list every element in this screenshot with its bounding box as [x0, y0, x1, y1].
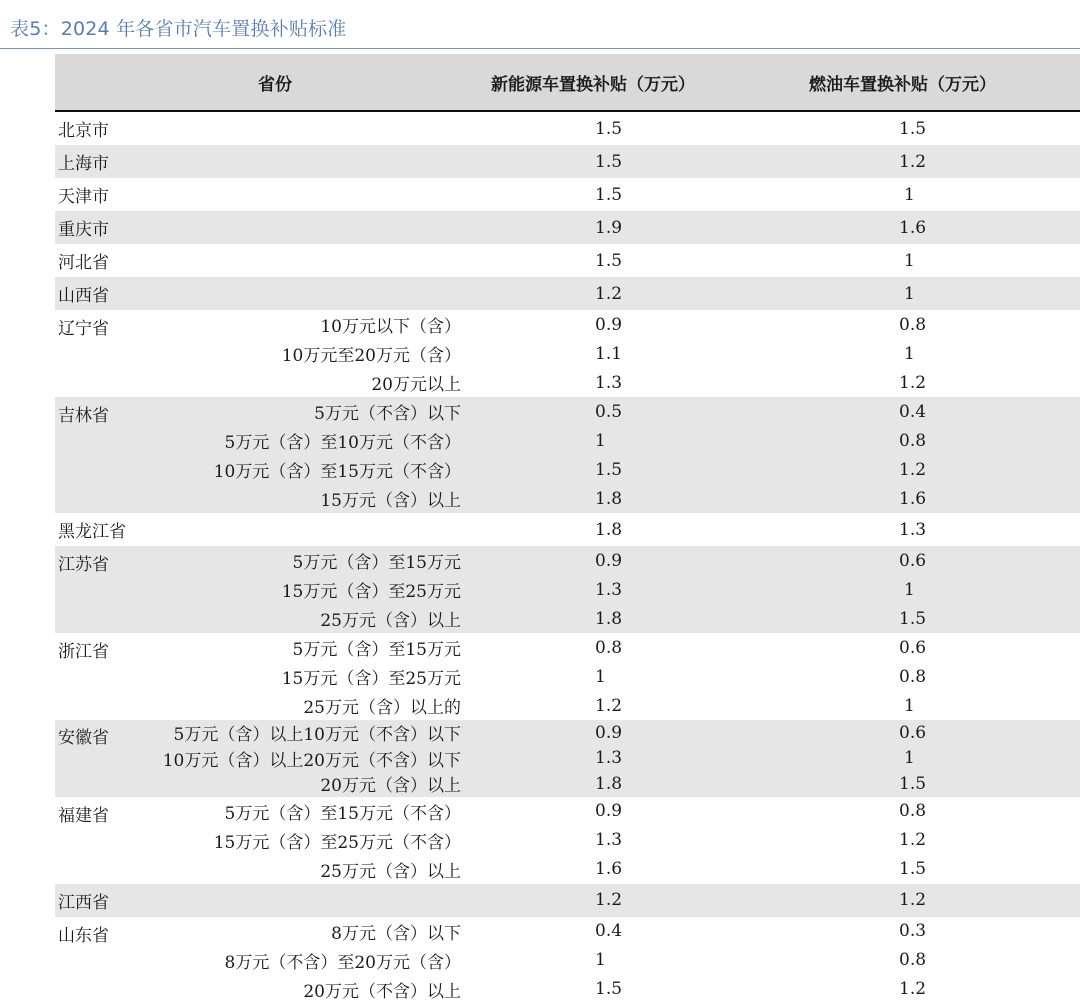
table-row	[55, 513, 1080, 546]
fuel-subsidy-cell: 1	[904, 343, 915, 364]
table-row	[55, 946, 1080, 975]
fuel-subsidy-cell: 0.4	[769, 397, 1080, 426]
price-tier-cell: 5万元（含）至15万元	[115, 546, 465, 575]
price-tier-cell: 15万元（含）至25万元（不含）	[213, 832, 461, 853]
nev-subsidy-cell: 1	[595, 666, 606, 687]
fuel-subsidy-cell: 0.8	[899, 950, 927, 970]
fuel-subsidy-cell: 1.2	[899, 830, 927, 850]
fuel-subsidy-cell: 1.5	[769, 604, 1080, 633]
price-tier-cell: 10万元（含）以上20万元（不含）以下	[115, 746, 465, 772]
nev-subsidy-cell: 1.2	[595, 695, 623, 716]
fuel-subsidy-cell: 1	[904, 184, 915, 205]
table-row	[55, 546, 1080, 575]
fuel-subsidy-cell: 0.8	[899, 666, 927, 687]
table-row	[55, 917, 1080, 946]
fuel-subsidy-cell: 0.6	[769, 720, 1080, 746]
province-cell: 河北省	[58, 253, 109, 273]
fuel-subsidy-cell: 1.5	[899, 118, 927, 139]
fuel-subsidy-cell: 1.3	[899, 519, 927, 540]
nev-subsidy-cell: 1.3	[465, 746, 769, 772]
nev-subsidy-cell: 0.5	[465, 397, 769, 426]
nev-subsidy-cell: 0.9	[465, 720, 769, 746]
price-tier-cell	[115, 277, 465, 310]
price-tier-cell: 10万元至20万元（含）	[281, 346, 461, 366]
nev-subsidy-cell: 1.8	[465, 484, 769, 513]
price-tier-cell: 20万元以上	[371, 375, 461, 395]
fuel-subsidy-cell: 1.6	[769, 484, 1080, 513]
fuel-subsidy-cell: 0.8	[899, 314, 927, 335]
price-tier-cell: 25万元（含）以上的	[303, 698, 461, 718]
nev-subsidy-cell: 1.5	[595, 979, 623, 999]
table-row	[55, 884, 1080, 917]
price-tier-cell: 5万元（不含）以下	[115, 397, 465, 426]
nev-subsidy-cell: 1.8	[595, 519, 623, 540]
nev-subsidy-cell: 1.5	[465, 145, 769, 178]
nev-subsidy-cell: 1.8	[465, 771, 769, 797]
table-row	[55, 662, 1080, 691]
price-tier-cell: 20万元（不含）以上	[303, 981, 461, 1002]
price-tier-cell: 5万元（含）至15万元	[292, 640, 461, 660]
fuel-subsidy-cell: 1.2	[769, 884, 1080, 917]
price-tier-cell: 10万元（含）至15万元（不含）	[115, 455, 465, 484]
table-row	[55, 455, 1080, 484]
province-cell: 北京市	[58, 121, 109, 141]
province-cell: 天津市	[58, 187, 109, 207]
fuel-subsidy-cell: 0.6	[769, 546, 1080, 575]
caption-divider	[0, 48, 1080, 49]
fuel-subsidy-cell: 0.8	[899, 801, 927, 821]
price-tier-cell: 20万元（含）以上	[115, 771, 465, 797]
fuel-subsidy-cell: 1.5	[899, 859, 927, 879]
nev-subsidy-cell: 1.2	[465, 277, 769, 310]
province-cell: 安徽省	[55, 720, 115, 797]
table-caption: 表5：2024 年各省市汽车置换补贴标准	[10, 18, 347, 40]
table-row	[55, 111, 1080, 145]
price-tier-cell: 8万元（不含）至20万元（含）	[224, 952, 461, 973]
nev-subsidy-cell: 1.3	[595, 372, 623, 393]
price-tier-cell	[115, 513, 465, 546]
price-tier-cell	[115, 244, 465, 277]
province-cell: 重庆市	[55, 211, 115, 244]
table-row	[55, 145, 1080, 178]
fuel-subsidy-cell: 1	[904, 695, 915, 716]
nev-subsidy-cell: 1.5	[595, 118, 623, 139]
table-row	[55, 426, 1080, 455]
table-row	[55, 691, 1080, 720]
province-cell: 江西省	[55, 884, 115, 917]
table-row	[55, 339, 1080, 368]
nev-subsidy-cell: 0.8	[595, 637, 623, 658]
price-tier-cell	[115, 211, 465, 244]
table-row	[55, 604, 1080, 633]
province-cell: 山西省	[55, 277, 115, 310]
table-row	[55, 797, 1080, 826]
fuel-subsidy-cell: 1	[769, 277, 1080, 310]
price-tier-cell: 8万元（含）以下	[331, 923, 461, 944]
nev-subsidy-cell: 1.5	[595, 250, 623, 271]
nev-subsidy-cell: 1.9	[465, 211, 769, 244]
province-cell: 黑龙江省	[58, 522, 126, 542]
fuel-subsidy-cell: 1	[769, 746, 1080, 772]
table-row	[55, 397, 1080, 426]
table-header	[55, 54, 1080, 111]
table-row	[55, 575, 1080, 604]
table-row	[55, 855, 1080, 884]
province-cell: 辽宁省	[58, 319, 109, 339]
province-cell: 江苏省	[55, 546, 115, 633]
price-tier-cell: 25万元（含）以上	[320, 861, 461, 882]
fuel-subsidy-cell: 1.6	[769, 211, 1080, 244]
table-row	[55, 826, 1080, 855]
province-cell: 山东省	[58, 925, 109, 946]
price-tier-cell	[115, 178, 465, 211]
header-province: 省份	[55, 54, 465, 111]
table-row	[55, 178, 1080, 211]
price-tier-cell: 15万元（含）至25万元	[115, 575, 465, 604]
fuel-subsidy-cell: 1.2	[769, 455, 1080, 484]
nev-subsidy-cell: 1.5	[465, 455, 769, 484]
fuel-subsidy-cell: 1.2	[899, 372, 927, 393]
nev-subsidy-cell: 1.1	[595, 343, 623, 364]
header-nev-subsidy: 新能源车置换补贴（万元）	[465, 54, 769, 111]
price-tier-cell	[115, 111, 465, 145]
fuel-subsidy-cell: 1	[904, 250, 915, 271]
header-fuel-subsidy: 燃油车置换补贴（万元）	[769, 54, 1080, 111]
table-row	[55, 277, 1080, 310]
nev-subsidy-cell: 0.4	[595, 921, 623, 941]
table-row	[55, 746, 1080, 772]
nev-subsidy-cell: 1	[465, 426, 769, 455]
nev-subsidy-cell: 1.5	[595, 184, 623, 205]
price-tier-cell: 5万元（含）至10万元（不含）	[115, 426, 465, 455]
nev-subsidy-cell: 1	[595, 950, 606, 970]
fuel-subsidy-cell: 1.5	[769, 771, 1080, 797]
fuel-subsidy-cell: 1	[769, 575, 1080, 604]
table-row	[55, 244, 1080, 277]
fuel-subsidy-cell: 1.2	[769, 145, 1080, 178]
price-tier-cell: 25万元（含）以上	[115, 604, 465, 633]
table-row	[55, 211, 1080, 244]
table-body	[55, 111, 1080, 1004]
fuel-subsidy-cell: 0.3	[899, 921, 927, 941]
price-tier-cell	[115, 884, 465, 917]
price-tier-cell: 5万元（含）至15万元（不含）	[224, 803, 461, 824]
nev-subsidy-cell: 1.2	[465, 884, 769, 917]
price-tier-cell: 5万元（含）以上10万元（不含）以下	[115, 720, 465, 746]
province-cell: 吉林省	[55, 397, 115, 513]
fuel-subsidy-cell: 1.2	[899, 979, 927, 999]
nev-subsidy-cell: 0.9	[465, 546, 769, 575]
nev-subsidy-cell: 0.9	[595, 801, 623, 821]
nev-subsidy-cell: 1.3	[465, 575, 769, 604]
price-tier-cell	[115, 145, 465, 178]
nev-subsidy-cell: 1.8	[465, 604, 769, 633]
table-row	[55, 484, 1080, 513]
price-tier-cell: 15万元（含）至25万元	[281, 669, 461, 689]
province-cell: 浙江省	[58, 642, 109, 662]
price-tier-cell: 10万元以下（含）	[320, 317, 461, 337]
table-row	[55, 975, 1080, 1004]
nev-subsidy-cell: 0.9	[595, 314, 623, 335]
subsidy-table	[55, 54, 1080, 1004]
nev-subsidy-cell: 1.3	[595, 830, 623, 850]
fuel-subsidy-cell: 0.8	[769, 426, 1080, 455]
table-row	[55, 771, 1080, 797]
province-cell: 福建省	[58, 805, 109, 826]
price-tier-cell: 15万元（含）以上	[115, 484, 465, 513]
nev-subsidy-cell: 1.6	[595, 859, 623, 879]
table-row	[55, 633, 1080, 662]
table-row	[55, 310, 1080, 339]
province-cell: 上海市	[55, 145, 115, 178]
table-row	[55, 720, 1080, 746]
fuel-subsidy-cell: 0.6	[899, 637, 927, 658]
table-row	[55, 368, 1080, 397]
